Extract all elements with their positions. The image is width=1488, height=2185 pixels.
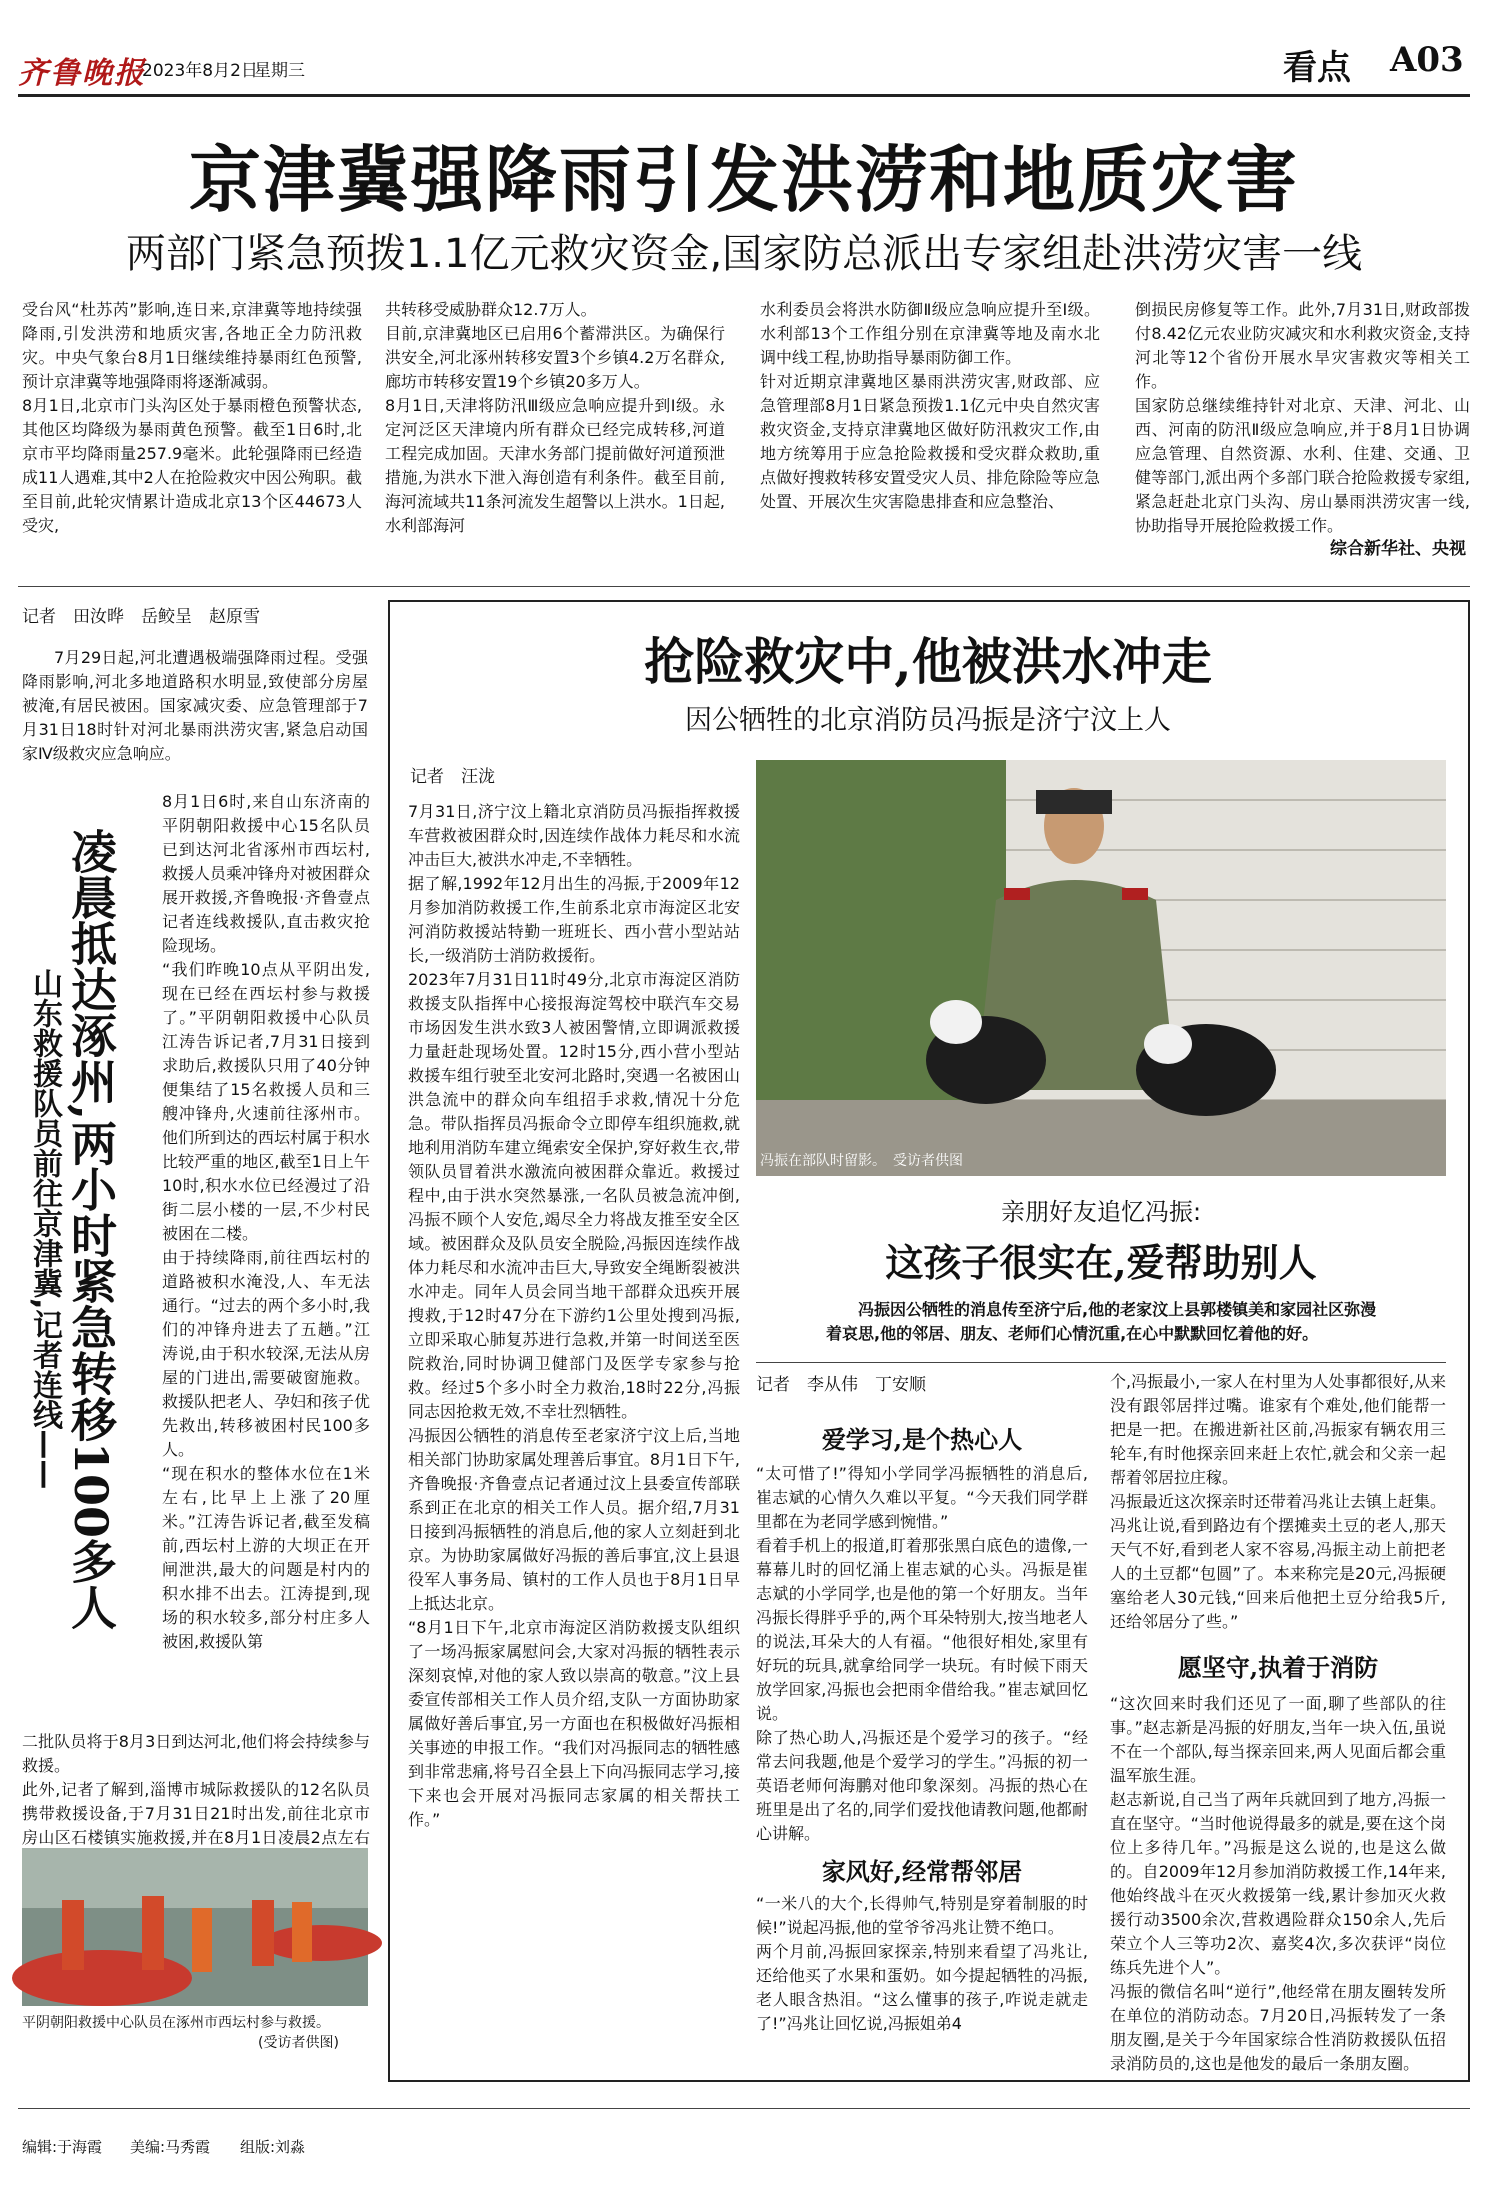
- left-title: 凌晨抵达涿州,两小时紧急转移100多人: [64, 828, 118, 1631]
- newspaper-logo: 齐鲁晚报: [18, 56, 146, 91]
- memory-kicker: 亲朋好友追忆冯振:: [1000, 1198, 1202, 1226]
- left-subtitle: 山东救援队员前往京津冀,记者连线——: [27, 968, 62, 1490]
- left-body-bottom: 二批队员将于8月3日到达河北,他们将会持续参与救援。 此外,记者了解到,淄博市城际救援队的12名队员携带救援设备,于7月31日21时出发,前往北京市房山区石楼镇实施救援,并在8月1日凌晨2点左右: [22, 1732, 370, 1847]
- issue-date: 2023年8月2日: [142, 61, 258, 81]
- feature-byline: 记者 汪泷: [410, 767, 495, 787]
- rescue-photo-art: [22, 1848, 368, 2006]
- rescue-photo-caption: 平阴朝阳救援中心队员在涿州市西坛村参与救援。: [22, 2015, 330, 2031]
- memory-col2-part1: 个,冯振最小,一家人在村里为人处事都很好,从来没有跟邻居拌过嘴。谁家有个难处,他们能帮一把是一把。在搬进新社区前,冯振家有辆农用三轮车,有时他探亲回来赶上农忙,就会和父亲一起帮着邻居拉庄稼。 冯振最近这次探亲时还带着冯兆让去镇上赶集。冯兆让说,看到路边有个摆摊卖土豆的老人,那天天气不好,看到老人家不容易,冯振主动上前把老人的土豆都“包圆”了。本来称完是20元,冯振硬塞给老人30元钱,“回来后他把土豆分给我5斤,还给邻居分了些。”: [1110, 1372, 1447, 1631]
- firefighter-photo-art: [756, 760, 1446, 1176]
- memory-subhead-3: 愿坚守,执着于消防: [1177, 1653, 1379, 1682]
- footer-layout: 组版:刘淼: [240, 2138, 306, 2156]
- memory-lead: 冯振因公牺牲的消息传至济宁后,他的老家汶上县郭楼镇美和家园社区弥漫着哀思,他的邻居、朋友、老师们心情沉重,在心中默默回忆着他的好。: [826, 1300, 1377, 1343]
- lead-column-2: 共转移受威胁群众12.7万人。 目前,京津冀地区已启用6个蓄滞洪区。为确保行洪安全,河北涿州转移安置3个乡镇4.2万名群众,廊坊市转移安置19个乡镇20多万人。 8月1日,天津将防汛Ⅲ级应急响应提升到Ⅰ级。永定河泛区天津境内所有群众已经完成转移,河道工程完成加固。天津水务部门提前做好河道预泄措施,为洪水下泄入海创造有利条件。截至目前,海河流域共11条河流发生超警以上洪水。1日起,水利部海河: [385, 300, 725, 535]
- memory-divider: [756, 1362, 1446, 1363]
- footer-art: 美编:马秀霞: [130, 2138, 211, 2156]
- left-intro: [22, 646, 368, 768]
- left-body-narrow: 8月1日6时,来自山东济南的平阴朝阳救援中心15名队员已到达河北省涿州市西坛村,救援人员乘冲锋舟对被困群众展开救援,齐鲁晚报·齐鲁壹点记者连线救援队,直击救灾抢险现场。 “我们昨晚10点从平阴出发,现在已经在西坛村参与救援了。”平阴朝阳救援中心队员江涛告诉记者,7月31日接到求助后,救援队只用了40分钟便集结了15名救援人员和三艘冲锋舟,火速前往涿州市。他们所到达的西坛村属于积水比较严重的地区,截至1日上午10时,积水水位已经漫过了沿街二层小楼的一层,不少村民被困在二楼。 由于持续降雨,前往西坛村的道路被积水淹没,人、车无法通行。“过去的两个多小时,我们的冲锋舟进去了五趟。”江涛说,由于积水较深,无法从房屋的门进出,需要破窗施救。救援队把老人、孕妇和孩子优先救出,转移被困村民100多人。 “现在积水的整体水位在1米左右,比早上上涨了20厘米。”江涛告诉记者,截至发稿前,西坛村上游的大坝正在开闸泄洪,最大的问题是村内的积水排不出去。江涛提到,现场的积水较多,部分村庄多人被困,救援队第: [162, 792, 371, 1651]
- rescue-photo: [22, 1848, 368, 2006]
- lead-column-1: 受台风“杜苏芮”影响,连日来,京津冀等地持续强降雨,引发洪涝和地质灾害,各地正全力防汛救灾。中央气象台8月1日继续维持暴雨红色预警,预计京津冀等地强降雨将逐渐减弱。 8月1日,北京市门头沟区处于暴雨橙色预警状态,其他区均降级为暴雨黄色预警。截至1日6时,北京市平均降雨量257.9毫米。此轮强降雨已经造成11人遇难,其中2人在抢险救灾中因公殉职。截至目前,此轮灾情累计造成北京13个区44673人受灾,: [22, 300, 362, 535]
- masthead-rule: [18, 94, 1470, 97]
- lead-headline: 京津冀强降雨引发洪涝和地质灾害: [188, 137, 1299, 222]
- feature-body: 7月31日,济宁汶上籍北京消防员冯振指挥救援车营救被困群众时,因连续作战体力耗尽和水流冲击巨大,被洪水冲走,不幸牺牲。 据了解,1992年12月出生的冯振,于2009年12月参加消防救援工作,生前系北京市海淀区北安河消防救援站特勤一班班长、西小营小型站站长,一级消防士消防救援衔。 2023年7月31日11时49分,北京市海淀区消防救援支队指挥中心接报海淀驾校中联汽车交易市场因发生洪水致3人被困警情,立即调派救援力量赶赴现场处置。12时15分,西小营小型站救援车组行驶至北安河北路时,突遇一名被困山洪急流中的群众向车组招手求救,情况十分危急。带队指挥员冯振命令立即停车组织施救,就地利用消防车建立绳索安全保护,穿好救生衣,带领队员冒着洪水激流向被困群众靠近。救援过程中,由于洪水突然暴涨,一名队员被急流冲倒,冯振不顾个人安危,竭尽全力将战友推至安全区域。被困群众及队员安全脱险,冯振因连续作战体力耗尽和水流冲击巨大,导致安全绳断裂被洪水冲走。同年人员会同当地干部群众迅疾开展搜救,于12时47分在下游约1公里处搜到冯振,立即采取心肺复苏进行急救,并第一时间送至医院救治,同时协调卫健部门及医学专家参与抢救。经过5个多小时全力救治,18时22分,冯振同志因抢救无效,不幸壮烈牺牲。 冯振因公牺牲的消息传至老家济宁汶上后,当地相关部门协助家属处理善后事宜。8月1日下午,齐鲁晚报·齐鲁壹点记者通过汶上县委宣传部联系到正在北京的相关工作人员。据介绍,7月31日接到冯振牺牲的消息后,他的家人立刻赶到北京。为协助家属做好冯振的善后事宜,汶上县退役军人事务局、镇村的工作人员也于8月1日早上抵达北京。 “8月1日下午,北京市海淀区消防救援支队组织了一场冯振家属慰问会,大家对冯振的牺牲表示深刻哀悼,对他的家人致以崇高的敬意。”汶上县委宣传部相关工作人员介绍,支队一方面协助家属做好善后事宜,另一方面也在积极做好冯振相关事迹的申报工作。“我们对冯振同志的牺牲感到非常悲痛,将号召全县上下向冯振同志学习,接下来也会开展对冯振同志家属的相关帮扶工作。”: [408, 802, 740, 1829]
- memory-byline: 记者 李从伟 丁安顺: [756, 1375, 926, 1395]
- lead-column-3: 水利委员会将洪水防御Ⅱ级应急响应提升至Ⅰ级。水利部13个工作组分别在京津冀等地及南水北调中线工程,协助指导暴雨防御工作。 针对近期京津冀地区暴雨洪涝灾害,财政部、应急管理部8月1日紧急预拨1.1亿元中央自然灾害救灾资金,支持京津冀地区做好防汛救灾工作,由地方统筹用于应急抢险救援和受灾群众救助,重点做好搜救转移安置受灾人员、排危除险等应急处置、开展次生灾害隐患排查和应急整治、: [760, 300, 1100, 511]
- footer-rule: [18, 2108, 1470, 2109]
- left-byline: 记者 田汝晔 岳鲛呈 赵原雪: [22, 607, 260, 627]
- memory-col2-part2: “这次回来时我们还见了一面,聊了些部队的往事。”赵志新是冯振的好朋友,当年一块入伍,虽说不在一个部队,每当探亲回来,两人见面后都会重温军旅生涯。 赵志新说,自己当了两年兵就回到了地方,冯振一直在坚守。“当时他说得最多的就是,要在这个岗位上多待几年。”冯振是这么说的,也是这么做的。自2009年12月参加消防救援工作,14年来,他始终战斗在灭火救援第一线,累计参加灭火救援行动3500余次,营救遇险群众150余人,先后荣立个人三等功2次、嘉奖4次,多次获评“岗位练兵先进个人”。 冯振的微信名叫“逆行”,他经常在朋友圈转发所在单位的消防动态。7月20日,冯振转发了一条朋友圈,是关于今年国家综合性消防救援队伍招录消防员的,这也是他发的最后一条朋友圈。: [1110, 1694, 1446, 2073]
- feature-subtitle: 因公牺牲的北京消防员冯振是济宁汶上人: [685, 705, 1171, 736]
- lead-column-4: 倒损民房修复等工作。此外,7月31日,财政部拨付8.42亿元农业防灾减灾和水利救灾资金,支持河北等12个省份开展水旱灾害救灾等相关工作。 国家防总继续维持针对北京、天津、河北、山西、河南的防汛Ⅱ级应急响应,并于8月1日协调应急管理、自然资源、水利、住建、交通、卫健等部门,派出两个多部门联合抢险救援专家组,紧急赶赴北京门头沟、房山暴雨洪涝灾害一线,协助指导开展抢险救援工作。: [1135, 300, 1470, 535]
- feature-title: 抢险救灾中,他被洪水冲走: [644, 632, 1212, 691]
- section-label: 看点: [1283, 48, 1351, 88]
- firefighter-photo-caption: 冯振在部队时留影。 受访者供图: [760, 1153, 963, 1169]
- section-divider: [18, 586, 1470, 587]
- issue-weekday: 星期三: [254, 61, 305, 81]
- memory-title: 这孩子很实在,爱帮助别人: [885, 1240, 1317, 1285]
- left-intro-text: 7月29日起,河北遭遇极端强降雨过程。受强降雨影响,河北多地道路积水明显,致使部分房屋被淹,有居民被困。国家减灾委、应急管理部于7月31日18时针对河北暴雨洪涝灾害,紧急启动国家Ⅳ级救灾应急响应。: [22, 648, 368, 763]
- memory-col1-part2: “一米八的大个,长得帅气,特别是穿着制服的时候!”说起冯振,他的堂爷爷冯兆让赞不绝口。 两个月前,冯振回家探亲,特别来看望了冯兆让,还给他买了水果和蛋奶。如今提起牺牲的冯振,老人眼含热泪。“这么懂事的孩子,咋说走就走了!”冯兆让回忆说,冯振姐弟4: [756, 1894, 1088, 2033]
- lead-subheadline: 两部门紧急预拨1.1亿元救灾资金,国家防总派出专家组赴洪涝灾害一线: [125, 231, 1363, 277]
- footer-editor: 编辑:于海霞: [22, 2138, 103, 2156]
- firefighter-photo: [756, 760, 1446, 1176]
- rescue-photo-credit: (受访者供图): [258, 2035, 339, 2051]
- memory-subhead-2: 家风好,经常帮邻居: [821, 1857, 1023, 1886]
- memory-subhead-1: 爱学习,是个热心人: [821, 1425, 1023, 1454]
- lead-source: 综合新华社、央视: [1330, 539, 1466, 559]
- page-number: A03: [1390, 40, 1464, 80]
- memory-col1-part1: “太可惜了!”得知小学同学冯振牺牲的消息后,崔志斌的心情久久难以平复。“今天我们同学群里都在为老同学感到惋惜。” 看着手机上的报道,盯着那张黑白底色的遗像,一幕幕儿时的回忆涌上崔志斌的心头。冯振是崔志斌的小学同学,也是他的第一个好朋友。当年冯振长得胖乎乎的,两个耳朵特别大,按当地老人的说法,耳朵大的人有福。“他很好相处,家里有好玩的玩具,就拿给同学一块玩。有时候下雨天放学回家,冯振也会把雨伞借给我。”崔志斌回忆说。 除了热心助人,冯振还是个爱学习的孩子。“经常去问我题,他是个爱学习的学生。”冯振的初一英语老师何海鹏对他印象深刻。冯振的热心在班里是出了名的,同学们爱找他请教问题,他都耐心讲解。: [756, 1464, 1088, 1843]
